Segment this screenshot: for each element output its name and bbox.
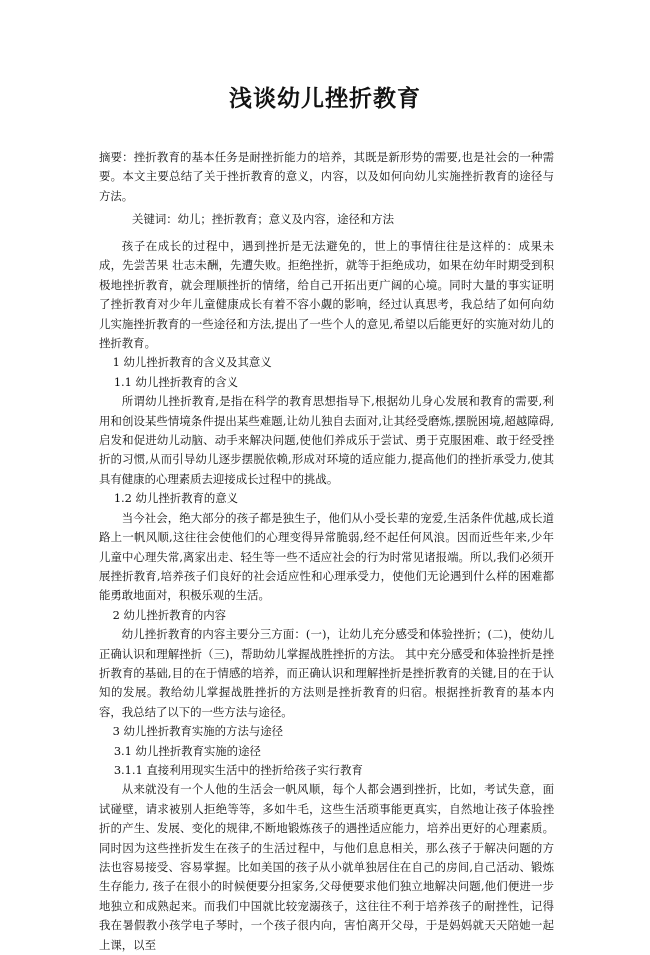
paragraph-1-2: 当今社会，绝大部分的孩子都是独生子，他们从小受长辈的宠爱,生活条件优越,成长道路上一帆风顺,这往往会使他们的心理变得异常脆弱,经不起任何风浪。因而近些年来,少年儿童中心理失常,离家出走、轻生等一些不适应社会的行为时常见诸报端。所以,我们必须开展挫折教育,培养孩子们良好的社会适应性和心理承受力，使他们无论遇到什么样的困难都能勇敢地面对，积极乐观的生活。 <box>99 510 554 603</box>
paragraph-1-1: 所谓幼儿挫折教育,是指在科学的教育思想指导下,根据幼儿身心发展和教育的需要,利用和创设某些情境条件提出某些难题,让幼儿独自去面对,让其经受磨炼,摆脱困境,超越障碍,启发和促进幼儿动脑、动手来解决问题,使他们养成乐于尝试、勇于克服困难、敢于经受挫折的习惯,从而引导幼儿逐步摆脱依赖,形成对环境的适应能力,提高他们的挫折承受力,使其具有健康的心理素质去迎接成长过程中的挑战。 <box>99 394 554 486</box>
paragraph-2: 幼儿挫折教育的内容主要分三方面：(一)，让幼儿充分感受和体验挫折；(二)，使幼儿正确认识和理解挫折（三)，帮助幼儿掌握战胜挫折的方法。 其中充分感受和体验挫折是挫折教育的基础,目的在于情感的培养，而正确认识和理解挫折是挫折教育的关键,目的在于认知的发展。教给幼儿掌握战胜挫折的方法则是挫折教育的归宿。根据挫折教育的基本内容，我总结了以下的一些方法与途径。 <box>99 627 554 719</box>
abstract: 摘要：挫折教育的基本任务是耐挫折能力的培养，其既是新形势的需要,也是社会的一种需要。本文主要总结了关于挫折教育的意义，内容，以及如何向幼儿实施挫折教育的途径与方法。 <box>99 150 554 203</box>
intro-paragraph: 孩子在成长的过程中，遇到挫折是无法避免的，世上的事情往往是这样的：成果未成，先尝苦果 壮志未酬，先遭失败。拒绝挫折，就等于拒绝成功，如果在幼年时期受到积极地挫折教育，就会理顺挫折的情绪，给自己开拓出更广阔的心境。同时大量的事实证明了挫折教育对少年儿童健康成长有着不容小觑的影响，经过认真思考，我总结了如何向幼儿实施挫折教育的一些途径和方法,提出了一些个人的意见,希望以后能更好的实施对幼儿的挫折教育。 <box>99 239 554 351</box>
keywords: 关键词：幼儿；挫折教育；意义及内容，途径和方法 <box>132 212 395 227</box>
subsection-heading-3-1: 3.1 幼儿挫折教育实施的途径 <box>113 743 261 758</box>
subsection-heading-1-2: 1.2 幼儿挫折教育的意义 <box>113 491 239 506</box>
subsubsection-heading-3-1-1: 3.1.1 直接利用现实生活中的挫折给孩子实行教育 <box>113 762 363 777</box>
abstract-block <box>99 148 554 230</box>
paragraph-3: 从来就没有一个人他的生活会一帆风顺，每个人都会遇到挫折，比如，考试失意，面试碰壁，请求被别人拒绝等等，多如牛毛，这些生活琐事能更真实，自然地让孩子体验挫折的产生、发展、变化的规律,不断地锻炼孩子的遇挫适应能力，培养出更好的心理素质。同时因为这些挫折发生在孩子的生活过程中，与他们息息相关，那么孩子于解决问题的方法也容易接受、容易掌握。比如美国的孩子从小就单独居住在自己的房间,自己活动、锻炼生存能力, 孩子在很小的时候便要分担家务,父母便要求他们独立地解决问题,他们便进一步地独立和成熟起来。而我们中国就比较宠溺孩子，这往往不利于培养孩子的耐挫性，记得我在暑假教小孩学电子琴时，一个孩子很内向，害怕离开父母，于是妈妈就天天陪她一起上课，以至 <box>99 782 554 952</box>
document-title: 浅谈幼儿挫折教育 <box>229 86 421 112</box>
section-heading-2: 2 幼儿挫折教育的内容 <box>112 607 227 622</box>
section-heading-1: 1 幼儿挫折教育的含义及其意义 <box>112 355 272 370</box>
section-heading-3: 3 幼儿挫折教育实施的方法与途径 <box>112 724 284 739</box>
body-text <box>99 237 554 955</box>
subsection-heading-1-1: 1.1 幼儿挫折教育的含义 <box>113 374 239 389</box>
